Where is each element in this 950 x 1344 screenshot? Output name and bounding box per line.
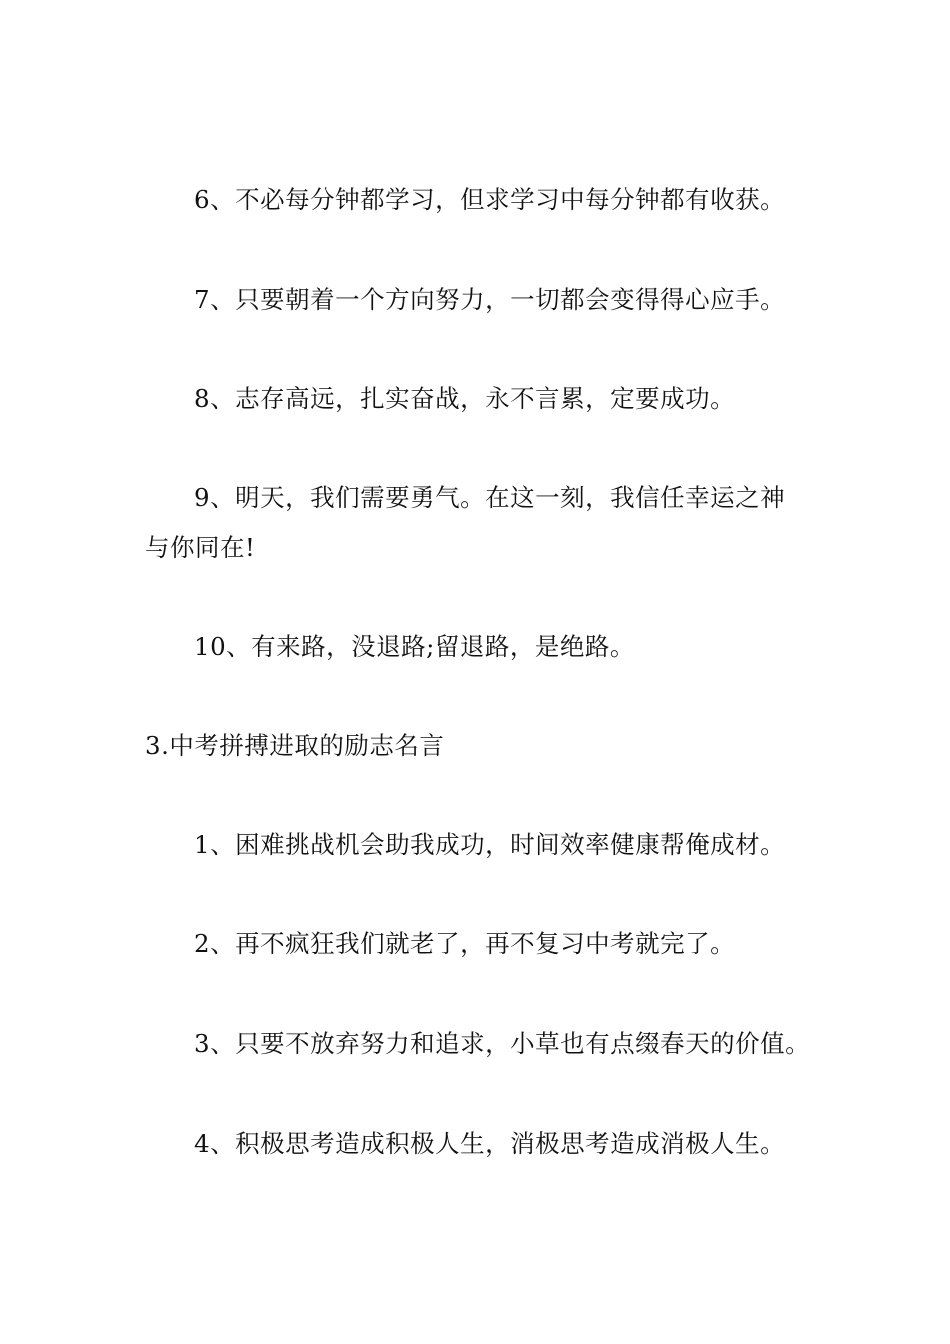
quote-item-6: 6、不必每分钟都学习，但求学习中每分钟都有收获。: [194, 185, 786, 214]
section-heading: 3.中考拼搏进取的励志名言: [145, 731, 445, 760]
quote-item-7: 7、只要朝着一个方向努力，一切都会变得得心应手。: [194, 285, 786, 314]
quote-item-9: 9、明天，我们需要勇气。在这一刻，我信任幸运之神: [194, 483, 786, 512]
quote-item-9-continuation: 与你同在!: [145, 533, 256, 562]
quote-item-8: 8、志存高远，扎实奋战，永不言累，定要成功。: [194, 384, 736, 413]
section-quote-item-1: 1、困难挑战机会助我成功，时间效率健康帮俺成材。: [194, 830, 786, 859]
quote-item-10: 10、有来路，没退路;留退路，是绝路。: [194, 632, 635, 661]
section-quote-item-3: 3、只要不放弃努力和追求，小草也有点缀春天的价值。: [194, 1029, 811, 1058]
section-quote-item-4: 4、积极思考造成积极人生，消极思考造成消极人生。: [194, 1129, 786, 1158]
section-quote-item-2: 2、再不疯狂我们就老了，再不复习中考就完了。: [194, 929, 736, 958]
